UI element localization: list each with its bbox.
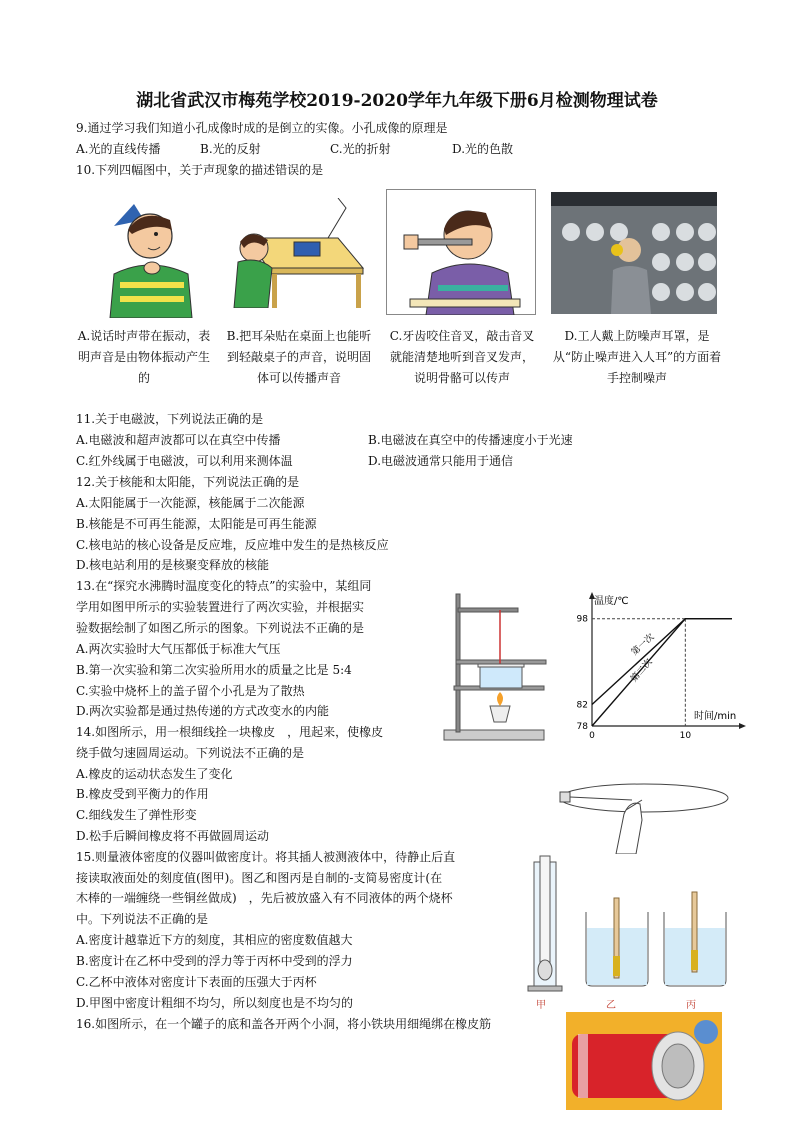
- q13-stem-line3: 验数据绘制了如图乙所示的图象。下列说法不正确的是: [76, 621, 365, 635]
- chart-series-label-1: 第一次: [629, 632, 657, 658]
- q10-stem: 10.下列四幅图中，关于声现象的描述错误的是: [76, 163, 324, 177]
- q11-option-d: D.电磁波通常只能用于通信: [368, 454, 514, 468]
- q10-caption-a: A.说话时声带在振动，表明声音是由物体振动产生的: [77, 329, 211, 385]
- factory-worker-photo: [551, 192, 717, 314]
- q12-stem: 12.关于核能和太阳能，下列说法正确的是: [76, 475, 300, 489]
- q13-option-b: B.第一次实验和第二次实验所用水的质量之比是 5:4: [76, 663, 352, 677]
- q9-option-b: B.光的反射: [200, 142, 261, 156]
- q15-option-a: A.密度计越靠近下方的刻度，其相应的密度数值越大: [76, 933, 353, 947]
- page-title: 湖北省武汉市梅苑学校2019-2020学年九年级下册6月检测物理试卷: [136, 91, 658, 111]
- chart-series-label-2: 第二次: [629, 657, 655, 685]
- q15-stem-line3: 木棒的一端缠绕一些铜丝做成) ，先后被放盛入有不同液体的两个烧杯: [76, 891, 453, 905]
- q11-option-a: A.电磁波和超声波都可以在真空中传播: [76, 433, 281, 447]
- hydrometer-label-bing: 丙: [686, 1000, 696, 1011]
- q9-option-c: C.光的折射: [330, 142, 391, 156]
- q10-caption-c: C.牙齿咬住音叉，敲击音叉就能清楚地听到音叉发声，说明骨骼可以传声: [389, 329, 535, 385]
- boiling-apparatus-illustration: [440, 590, 550, 742]
- q15-stem-line2: 接读取液面处的刻度值(图甲)。图乙和图丙是自制的-支简易密度计(在: [76, 871, 443, 885]
- speaking-boy-illustration: [92, 190, 212, 318]
- q15-stem-line1: 15.则量液体密度的仪器叫做密度计。将其插人被测液体中，待静止后直: [76, 850, 456, 864]
- q15-option-b: B.密度计在乙杯中受到的浮力等于丙杯中受到的浮力: [76, 954, 353, 968]
- rolling-can-photo: [566, 1012, 722, 1110]
- q11-option-b: B.电磁波在真空中的传播速度小于光速: [368, 433, 573, 447]
- hydrometer-label-yi: 乙: [606, 1000, 616, 1011]
- q13-stem-line1: 13.在“探究水沸腾时温度变化的特点”的实验中，某组同: [76, 579, 372, 593]
- q15-stem-line4: 中。下列说法不正确的是: [76, 912, 209, 926]
- q12-option-b: B.核能是不可再生能源，太阳能是可再生能源: [76, 517, 317, 531]
- q13-option-c: C.实验中烧杯上的盖子留个小孔是为了散热: [76, 684, 305, 698]
- eraser-circular-motion-illustration: [556, 770, 732, 854]
- chart-y-tick-label: 82: [576, 700, 588, 711]
- q13-option-a: A.两次实验时大气压都低于标准大气压: [76, 642, 281, 656]
- q13-stem-line2: 学用如图甲所示的实验装置进行了两次实验，并根据实: [76, 600, 365, 614]
- q14-option-c: C.细线发生了弹性形变: [76, 808, 197, 822]
- q12-option-a: A.太阳能属于一次能源，核能属于二次能源: [76, 496, 305, 510]
- q13-option-d: D.两次实验都是通过热传递的方式改变水的内能: [76, 704, 330, 718]
- chart-x-label: 时间/min: [694, 711, 737, 722]
- q14-option-a: A.橡皮的运动状态发生了变化: [76, 767, 233, 781]
- chart-x-tick-label: 0: [589, 731, 595, 741]
- chart-y-tick-label: 78: [576, 722, 588, 732]
- temperature-time-chart: [556, 586, 746, 744]
- q15-option-c: C.乙杯中液体对密度计下表面的压强大于丙杯: [76, 975, 317, 989]
- hydrometer-illustration: [524, 852, 734, 1012]
- q10-caption-b: B.把耳朵贴在桌面上也能听到轻敲桌子的声音，说明固体可以传播声音: [226, 329, 372, 385]
- q16-stem-line1: 16.如图所示，在一个罐子的底和盖各开两个小洞，将小铁块用细绳绑在橡皮筋: [76, 1017, 492, 1031]
- q9-option-d: D.光的色散: [452, 142, 514, 156]
- ear-on-table-illustration: [228, 198, 368, 308]
- q14-option-d: D.松手后瞬间橡皮将不再做圆周运动: [76, 829, 270, 843]
- chart-series-line-1: [592, 619, 732, 705]
- q12-option-d: D.核电站利用的是核聚变释放的核能: [76, 558, 270, 572]
- q12-option-c: C.核电站的核心设备是反应堆，反应堆中发生的是热核反应: [76, 538, 389, 552]
- q11-option-c: C.红外线属于电磁波，可以利用来测体温: [76, 454, 293, 468]
- q15-option-d: D.甲图中密度计粗细不均匀，所以刻度也是不均匀的: [76, 996, 354, 1010]
- q10-caption-d: D.工人戴上防噪声耳罩，是从“防止噪声进入人耳”的方面着手控制噪声: [552, 329, 722, 385]
- chart-series-line-2: [592, 619, 732, 726]
- q14-stem-line2: 绕手做匀速圆周运动。下列说法不正确的是: [76, 746, 305, 760]
- q9-stem: 9.通过学习我们知道小孔成像时成的是倒立的实像。小孔成像的原理是: [76, 121, 448, 135]
- chart-y-tick-label: 98: [576, 614, 588, 625]
- q14-option-b: B.橡皮受到平衡力的作用: [76, 787, 209, 801]
- hydrometer-label-jia: 甲: [536, 1000, 546, 1011]
- chart-y-label: 温度/℃: [594, 596, 629, 607]
- tuning-fork-illustration: [386, 189, 536, 315]
- chart-x-tick-label: 10: [679, 731, 692, 741]
- q11-stem: 11.关于电磁波，下列说法正确的是: [76, 412, 264, 426]
- q14-stem-line1: 14.如图所示，用一根细线拴一块橡皮 ，甩起来，使橡皮: [76, 725, 384, 739]
- q9-option-a: A.光的直线传播: [76, 142, 161, 156]
